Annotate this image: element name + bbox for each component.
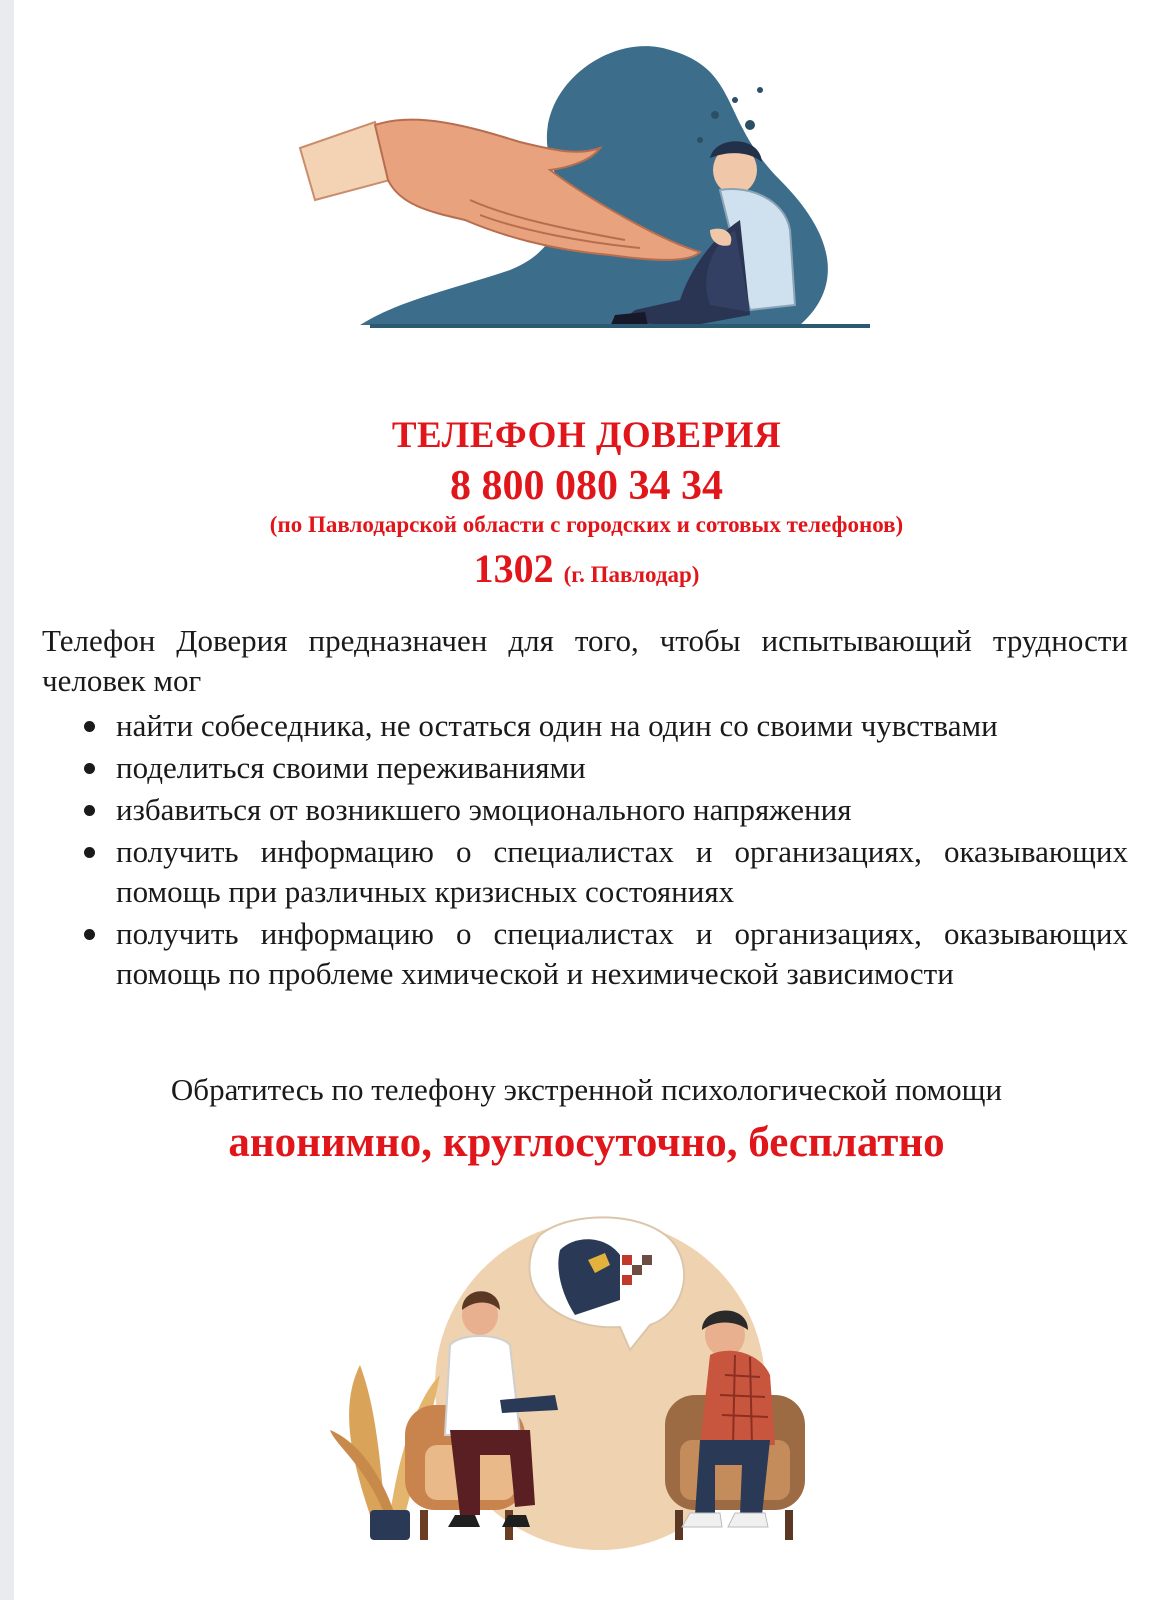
short-number-line xyxy=(0,545,1173,592)
list-item-text: получить информацию о специалистах и организациях, оказывающих помощь по проблеме химической и нехимической зависимости xyxy=(116,916,1128,991)
bullet-icon xyxy=(84,805,95,816)
list-item-text: избавиться от возникшего эмоционального напряжения xyxy=(116,792,852,827)
bullet-icon xyxy=(84,929,95,940)
list-item-text: получить информацию о специалистах и организациях, оказывающих помощь при различных кризисных состояниях xyxy=(116,834,1128,909)
bullet-icon xyxy=(84,847,95,858)
list-item xyxy=(80,706,1128,746)
list-item xyxy=(80,748,1128,788)
list-item-text: поделиться своими переживаниями xyxy=(116,750,586,785)
list-item-text: найти собеседника, не остаться один на один со своими чувствами xyxy=(116,708,998,743)
accent-text: анонимно, круглосуточно, бесплатно xyxy=(228,1119,945,1166)
hotline-title: ТЕЛЕФОН ДОВЕРИЯ xyxy=(391,415,782,456)
therapy-session-illustration xyxy=(330,1215,850,1555)
list-item xyxy=(80,914,1128,994)
services-list xyxy=(80,706,1128,996)
hotline-phone-number[interactable]: 8 800 080 34 34 xyxy=(450,463,723,509)
short-number[interactable]: 1302 xyxy=(473,546,554,591)
phone-coverage-note: (по Павлодарской области с городских и сотовых телефонов) xyxy=(269,512,904,537)
page-margin xyxy=(0,0,14,1600)
list-item xyxy=(80,790,1128,830)
intro-paragraph: Телефон Доверия предназначен для того, чтобы испытывающий трудности человек мог xyxy=(42,623,1128,698)
bullet-icon xyxy=(84,763,95,774)
ground-line xyxy=(370,324,870,328)
short-number-city: (г. Павлодар) xyxy=(563,562,700,587)
list-item xyxy=(80,832,1128,912)
bullet-icon xyxy=(84,721,95,732)
helping-hand-illustration xyxy=(280,30,880,340)
appeal-text: Обратитесь по телефону экстренной психологической помощи xyxy=(170,1072,1003,1107)
